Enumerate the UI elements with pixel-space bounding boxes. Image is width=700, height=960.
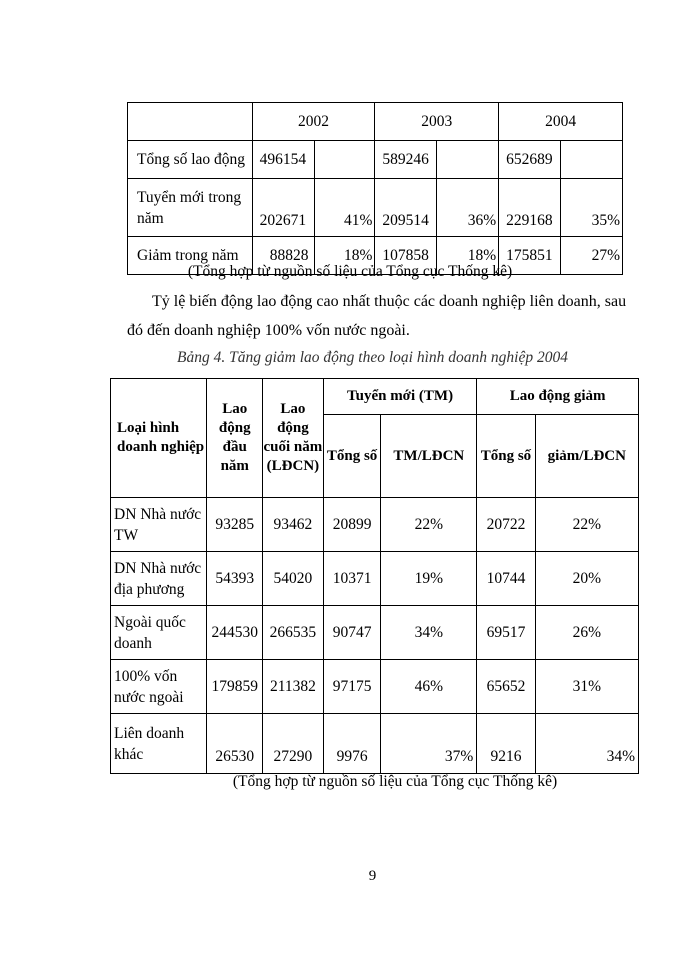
table-cell: 10744 xyxy=(477,552,535,606)
table-cell: 65652 xyxy=(477,660,535,714)
table-cell: 88828 xyxy=(252,237,314,275)
row-label: Liên doanh khác xyxy=(111,714,207,774)
table-row xyxy=(111,714,639,774)
year-header: 2002 xyxy=(252,103,375,141)
table-row xyxy=(128,179,623,237)
table-cell: 20% xyxy=(535,552,638,606)
header-type: Loại hình doanh nghiệp xyxy=(111,379,207,498)
table-cell: 20722 xyxy=(477,498,535,552)
table-cell: 266535 xyxy=(263,606,324,660)
row-label: DN Nhà nước địa phương xyxy=(111,552,207,606)
row-label: Tuyển mới trong năm xyxy=(128,179,253,237)
table-cell: 27% xyxy=(561,237,623,275)
table-cell: 31% xyxy=(535,660,638,714)
table-cell xyxy=(314,141,375,179)
table-cell: 211382 xyxy=(263,660,324,714)
page-number: 9 xyxy=(368,868,377,884)
row-label: 100% vốn nước ngoài xyxy=(111,660,207,714)
row-label: Ngoài quốc doanh xyxy=(111,606,207,660)
table-cell: 209514 xyxy=(375,179,437,237)
table-cell: 179859 xyxy=(207,660,263,714)
table-cell: 589246 xyxy=(375,141,437,179)
row-label: DN Nhà nước TW xyxy=(111,498,207,552)
row-label: Tổng số lao động xyxy=(128,141,253,179)
table-cell: 229168 xyxy=(499,179,561,237)
table-caption: Bảng 4. Tăng giảm lao động theo loại hình doanh nghiệp 2004 xyxy=(177,349,568,366)
year-header: 2003 xyxy=(375,103,499,141)
table-cell: 202671 xyxy=(252,179,314,237)
table-cell: 10371 xyxy=(323,552,381,606)
table-cell: 37% xyxy=(381,714,477,774)
table-cell: 93462 xyxy=(263,498,324,552)
paragraph-line: Tỷ lệ biến động lao động cao nhất thuộc các doanh nghiệp liên doanh, sau xyxy=(152,293,627,310)
header-new-ratio: TM/LĐCN xyxy=(381,415,477,498)
labor-summary-table xyxy=(127,102,623,275)
source-note: (Tổng hợp từ nguồn số liệu của Tổng cục Thống kê) xyxy=(187,263,513,280)
table-header-row xyxy=(128,103,623,141)
table-cell xyxy=(561,141,623,179)
table-cell xyxy=(128,103,253,141)
year-header: 2004 xyxy=(499,103,623,141)
table-cell: 22% xyxy=(535,498,638,552)
table-cell: 34% xyxy=(535,714,638,774)
table-cell: 34% xyxy=(381,606,477,660)
table-cell: 35% xyxy=(561,179,623,237)
table-cell: 69517 xyxy=(477,606,535,660)
header-new-group: Tuyển mới (TM) xyxy=(323,379,476,415)
table-cell: 18% xyxy=(314,237,375,275)
table-row xyxy=(128,141,623,179)
table-cell: 18% xyxy=(437,237,499,275)
source-note: (Tổng hợp từ nguồn số liệu của Tổng cục Thống kê) xyxy=(232,773,558,790)
table-cell: 22% xyxy=(381,498,477,552)
table-cell: 36% xyxy=(437,179,499,237)
table-cell: 93285 xyxy=(207,498,263,552)
table-cell: 26% xyxy=(535,606,638,660)
table-cell: 20899 xyxy=(323,498,381,552)
table-row xyxy=(111,498,639,552)
header-decrease-total: Tổng số xyxy=(477,415,535,498)
table-cell: 107858 xyxy=(375,237,437,275)
table-header-row xyxy=(111,379,639,415)
table-cell: 41% xyxy=(314,179,375,237)
table-cell: 19% xyxy=(381,552,477,606)
table-cell: 54393 xyxy=(207,552,263,606)
table-cell: 54020 xyxy=(263,552,324,606)
table-cell: 26530 xyxy=(207,714,263,774)
header-decrease-ratio: giảm/LĐCN xyxy=(535,415,638,498)
header-end: Lao động cuối năm (LĐCN) xyxy=(263,379,324,498)
table-cell: 9976 xyxy=(323,714,381,774)
row-label: Giảm trong năm xyxy=(128,237,253,275)
table-cell: 175851 xyxy=(499,237,561,275)
header-decrease-group: Lao động giảm xyxy=(477,379,639,415)
table-cell xyxy=(437,141,499,179)
table-cell: 9216 xyxy=(477,714,535,774)
labor-by-enterprise-table xyxy=(110,378,639,774)
header-new-total: Tổng số xyxy=(323,415,381,498)
paragraph-line: đó đến doanh nghiệp 100% vốn nước ngoài. xyxy=(127,322,410,339)
table-row xyxy=(111,606,639,660)
header-start: Lao động đầu năm xyxy=(207,379,263,498)
table-cell: 90747 xyxy=(323,606,381,660)
table-row xyxy=(111,552,639,606)
table-cell: 244530 xyxy=(207,606,263,660)
table-cell: 27290 xyxy=(263,714,324,774)
table-cell: 652689 xyxy=(499,141,561,179)
table-cell: 46% xyxy=(381,660,477,714)
table-cell: 496154 xyxy=(252,141,314,179)
table-cell: 97175 xyxy=(323,660,381,714)
table-row xyxy=(111,660,639,714)
